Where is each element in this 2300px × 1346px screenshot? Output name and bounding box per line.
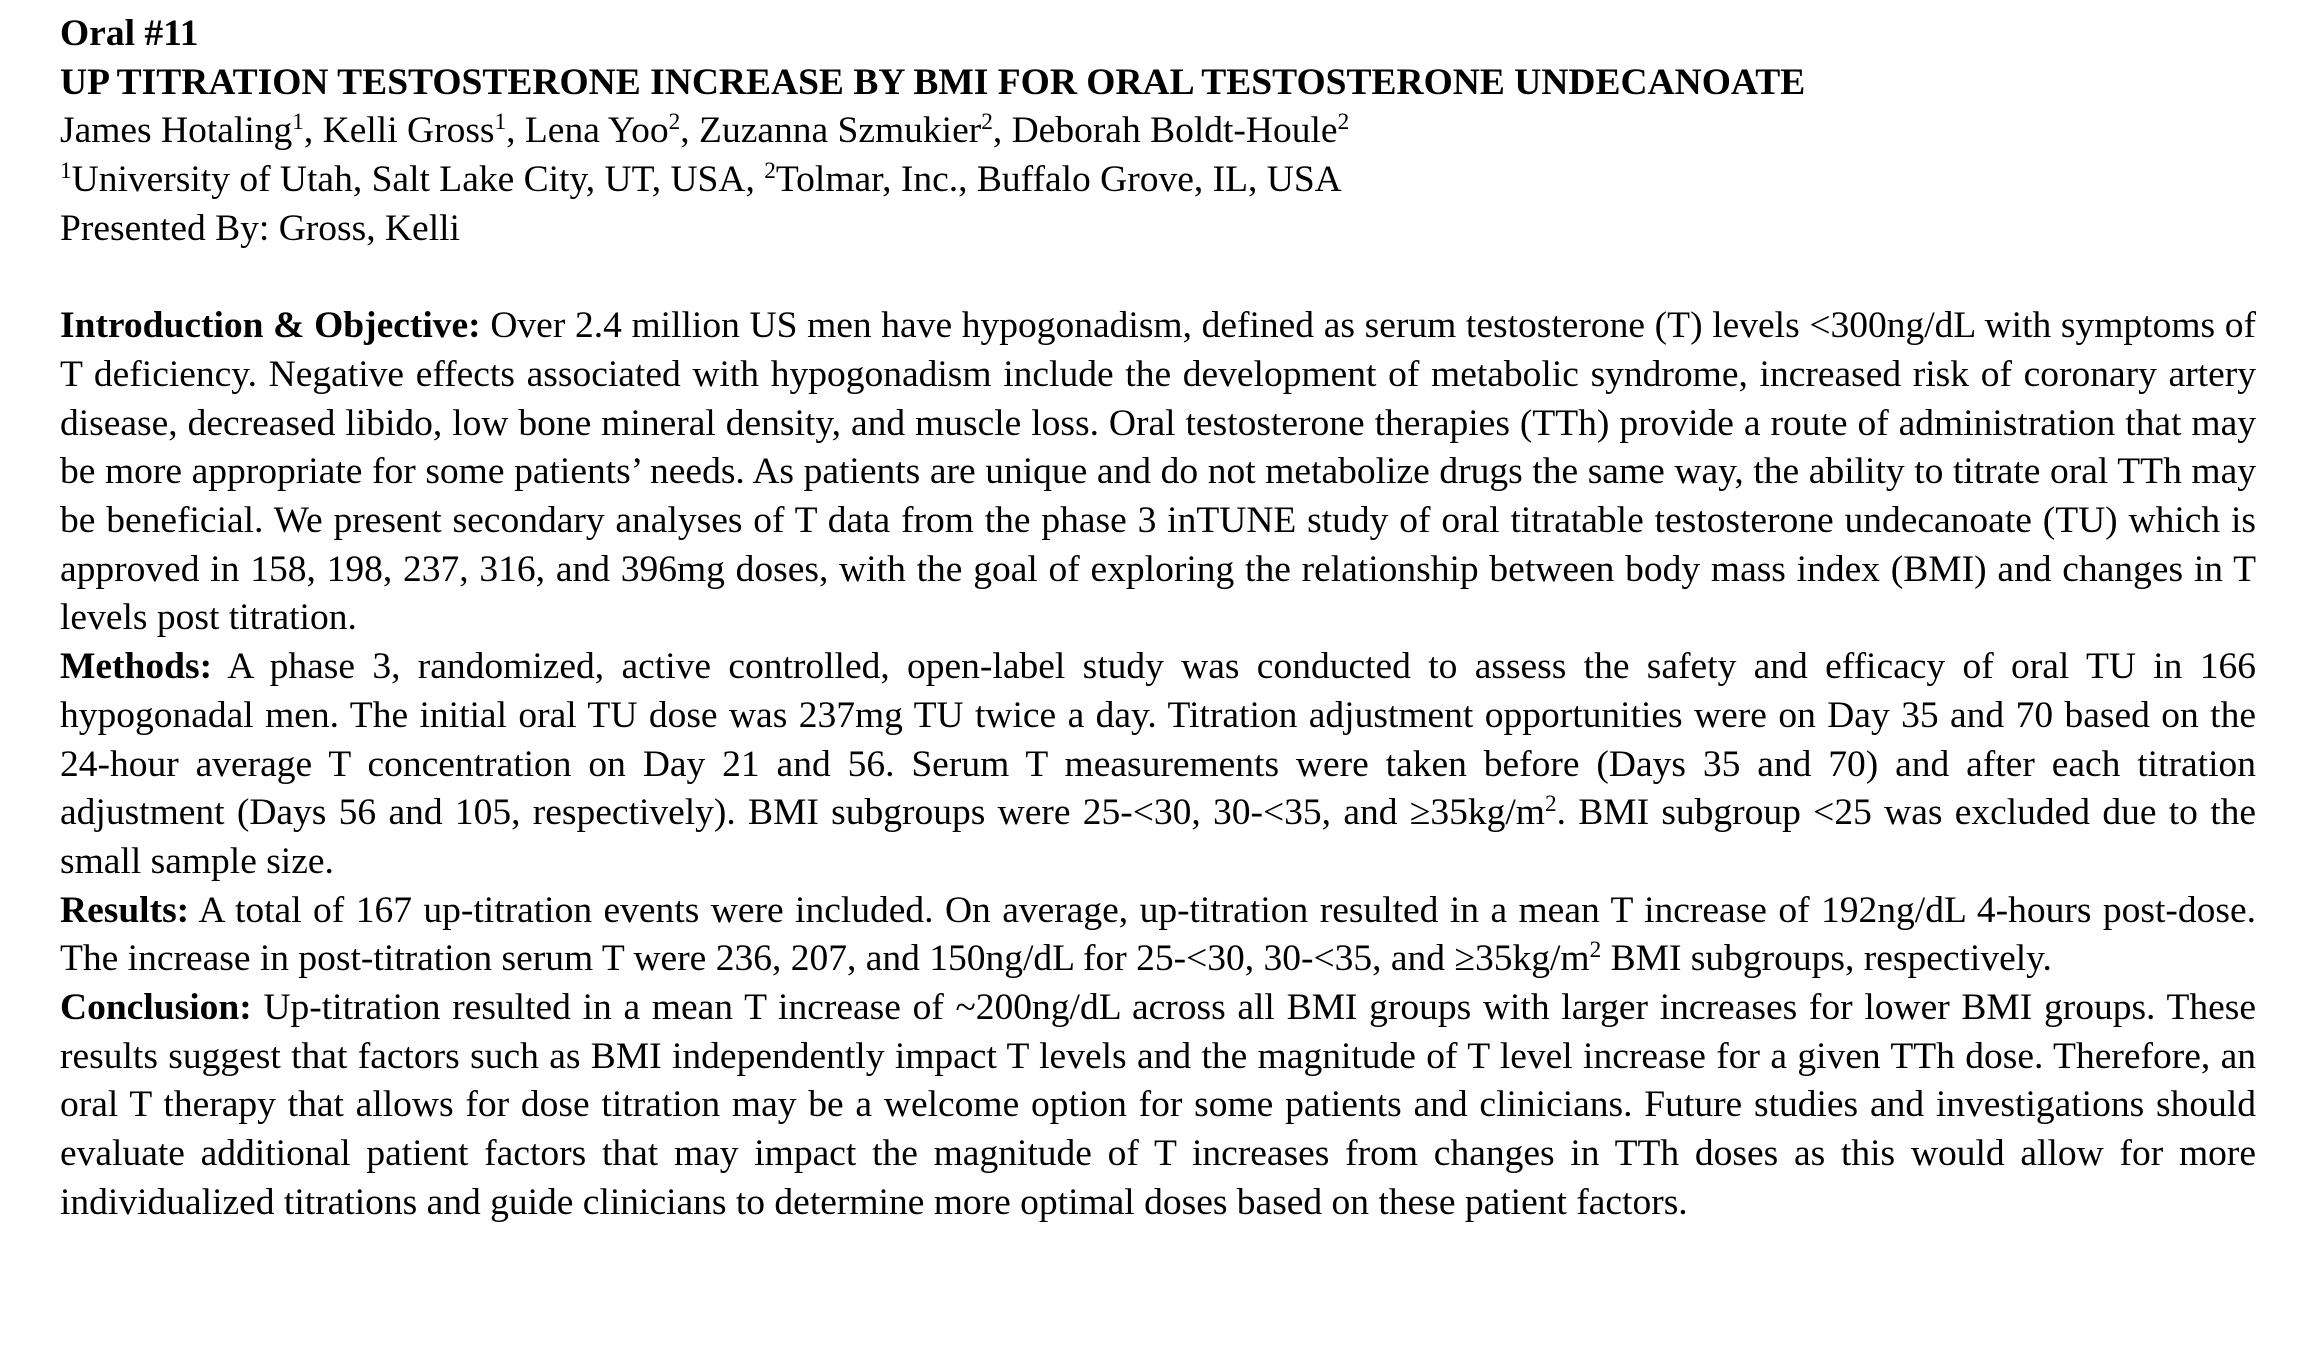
author-separator: , <box>992 110 1012 152</box>
session-label: Oral #11 <box>60 13 199 54</box>
affiliation-list <box>60 156 2256 205</box>
section-gap <box>60 254 2256 303</box>
results-section <box>60 887 2256 984</box>
introduction-section <box>60 302 2256 643</box>
presenter-line: Presented By: Gross, Kelli <box>60 207 460 249</box>
conclusion-section <box>60 984 2256 1228</box>
author: Lena Yoo <box>524 110 669 152</box>
introduction-text: Over 2.4 million US men have hypogonadism, defined as serum testosterone (T) levels <300ng/dL with symptoms of T deficiency. Negative effects associated with hypogonadism include the development of metabolic syndrome, increased risk of coronary artery disease, decreased libido, low bone mineral density, and muscle loss. Oral testosterone therapies (TTh) provide a route of administration that may be more appropriate for some patients’ needs. As patients are unique and do not metabolize drugs the same way, the ability to titrate oral TTh may be beneficial. We present secondary analyses of T data from the phase 3 inTUNE study of oral titratable testosterone undecanoate (TU) which is approved in 158, 198, 237, 316, and 396mg doses, with the goal of exploring the relationship between body mass index (BMI) and changes in T levels post titration. <box>60 305 2257 639</box>
author-separator: , <box>506 110 525 152</box>
superscript-two: 2 <box>1544 791 1557 818</box>
abstract-page <box>60 10 2256 1228</box>
abstract-title: UP TITRATION TESTOSTERONE INCREASE BY BMI FOR ORAL TESTOSTERONE UNDECANOATE <box>60 61 1806 103</box>
methods-section <box>60 643 2256 887</box>
author-separator: , <box>680 110 700 152</box>
author: James Hotaling <box>60 110 293 152</box>
introduction-heading: Introduction & Objective: <box>60 305 481 347</box>
author-affiliation-mark: 1 <box>292 109 304 136</box>
author-affiliation-mark: 2 <box>1337 109 1350 136</box>
author-affiliation-mark: 2 <box>668 109 681 136</box>
affiliation: Tolmar, Inc., Buffalo Grove, IL, USA <box>775 159 1342 201</box>
author: Deborah Boldt-Houle <box>1011 110 1338 152</box>
author-affiliation-mark: 2 <box>981 109 993 136</box>
conclusion-heading: Conclusion: <box>60 987 252 1029</box>
author: Kelli Gross <box>322 110 495 152</box>
affiliation-number: 1 <box>60 158 72 185</box>
author-separator: , <box>303 110 323 152</box>
affiliation-separator: , <box>745 159 765 201</box>
superscript-two: 2 <box>1589 937 1602 964</box>
affiliation: University of Utah, Salt Lake City, UT, USA <box>71 159 746 201</box>
author: Zuzanna Szmukier <box>699 110 982 152</box>
affiliation-number: 2 <box>764 158 776 185</box>
methods-text-tail: . BMI subgroup <25 was excluded due to the small sample size. <box>60 792 2257 882</box>
results-text: A total of 167 up-titration events were included. On average, up-titration resulted in a mean T increase of 192ng/dL 4-hours post-dose. The increase in post-titration serum T were 236, 207, and 150ng/dL for 25-<30, 30-<35, and ≥35kg/m <box>60 889 2256 980</box>
methods-text: A phase 3, randomized, active controlled, open-label study was conducted to assess the safety and efficacy of oral TU in 166 hypogonadal men. The initial oral TU dose was 237mg TU twice a day. Titration adjustment opportunities were on Day 35 and 70 based on the 24-hour average T concentration on Day 21 and 56. Serum T measurements were taken before (Days 35 and 70) and after each titration adjustment (Days 56 and 105, respectively). BMI subgroups were 25-<30, 30-<35, and ≥35kg/m <box>60 646 2256 834</box>
methods-heading: Methods: <box>60 646 213 688</box>
results-heading: Results: <box>60 889 190 931</box>
author-affiliation-mark: 1 <box>494 109 507 136</box>
conclusion-text: Up-titration resulted in a mean T increase of ~200ng/dL across all BMI groups with larger increases for lower BMI groups. These results suggest that factors such as BMI independently impact T levels and the magnitude of T level increase for a given TTh dose. Therefore, an oral T therapy that allows for dose titration may be a welcome option for some patients and clinicians. Future studies and investigations should evaluate additional patient factors that may impact the magnitude of T increases from changes in TTh doses as this would allow for more individualized titrations and guide clinicians to determine more optimal doses based on these patient factors. <box>60 987 2257 1223</box>
author-list <box>60 107 2256 156</box>
results-text-tail: BMI subgroups, respectively. <box>1601 938 2052 980</box>
